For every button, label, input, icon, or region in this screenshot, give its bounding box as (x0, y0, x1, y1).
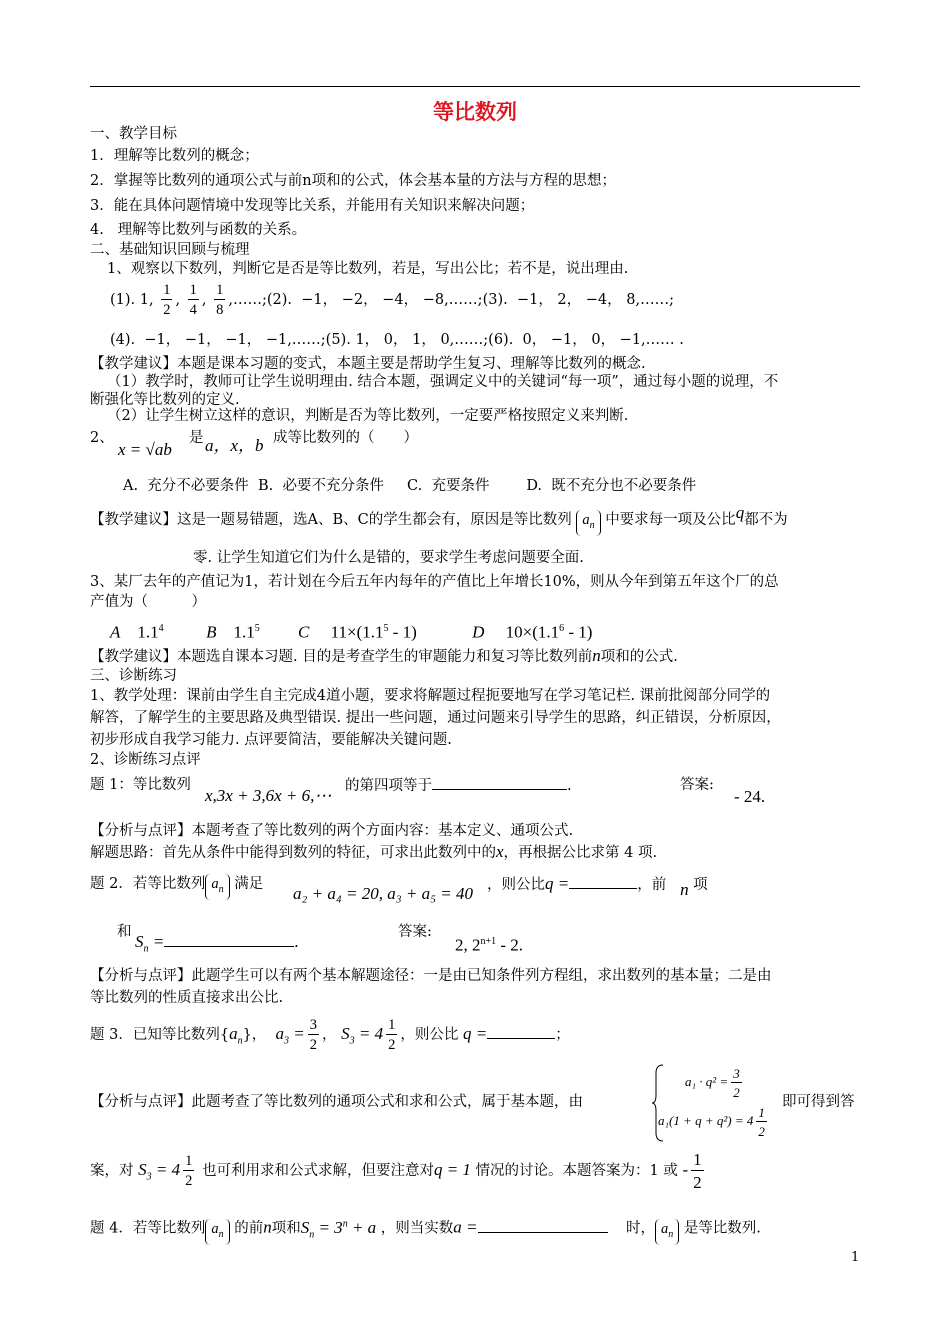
exercise-1-answer-label: 答案: (680, 777, 714, 793)
page-title: 等比数列 (433, 100, 517, 124)
exercise-2-answer-label: 答案: (398, 924, 432, 940)
seq-lead: (1). 1, (110, 292, 154, 308)
teaching-tip-1c: （2）让学生树立这样的意识，判断是否为等比数列，一定要严格按照定义来判断. (107, 408, 629, 424)
teaching-tip-1a: （1）教学时，教师可让学生说明理由. 结合本题，强调定义中的关键词“每一项”，通过每小题的说理，不 (107, 374, 779, 390)
sequence-an: $a_n$ (655, 1219, 679, 1245)
teaching-tip-3: 【教学建议】本题选自课本习题. 目的是考查学生的审题能力和复习等比数列前n项和的公式. (90, 646, 678, 665)
comment-3-continued: 案，对 $S_3 = 4$ $\frac{1}{2}$ 也可利用求和公式求解，但要注意对q = 1 情况的讨论。本题答案为：1 或 - $\frac{1}{2}$ (90, 1150, 702, 1192)
exercise-1-question: 的第四项等于 . (345, 775, 572, 796)
question-3-line1: 3、某厂去年的产值记为1，若计划在今后五年内每年的产值比上年增长10%，则从今年到第五年这个厂的总 (90, 574, 779, 590)
page-number: 1 (851, 1250, 860, 1265)
goal-3: 3．能在具体问题情境中发现等比关系，并能用有关知识来解决问题； (90, 198, 535, 214)
diagnostic-review-heading: 2、诊断练习点评 (90, 752, 201, 768)
comment-2-line2: 等比数列的性质直接求出公比. (90, 990, 284, 1006)
exercise-2-condition: a₂ + a₄ = 20, a₃ + a₅ = 40 (293, 884, 474, 903)
answer-blank (164, 932, 294, 947)
goal-4: 4. 理解等比数列与函数的关系。 (90, 222, 307, 238)
fraction-half: $\frac{1}{2}$ (163, 281, 171, 318)
goal-2: 2．掌握等比数列的通项公式与前n项和的公式，体会基本量的方法与方程的思想； (90, 173, 617, 189)
exercise-1: 题 1：等比数列 (90, 777, 191, 793)
question-2-number: 2、 (90, 430, 114, 446)
fraction-eighth: $\frac{1}{8}$ (216, 281, 224, 318)
equation-1: a₁ · q² = $\frac{3}{2}$ (685, 1066, 740, 1101)
answer-blank (432, 775, 567, 790)
comment-3-tail: 即可得到答 (782, 1094, 855, 1110)
question-2-vars: a，x，b (205, 436, 264, 455)
answer-blank (478, 1218, 608, 1233)
goal-1: 1．理解等比数列的概念； (90, 148, 259, 164)
exercise-3: 题 3．已知等比数列$\{a_n\}$， $a_3$ = $\frac{3}{2}$ ， $S_3 = 4$ $\frac{1}{2}$ ，则公比 q = ； (90, 1016, 570, 1053)
comment-1: 【分析与点评】本题考查了等比数列的两个方面内容：基本定义、通项公式. (90, 823, 574, 839)
question-3-options: A $1.1^4$ B $1.1^5$ C $11\times(1.1^5 - 1)$ D $10\times(1.1^6 - 1)$ (110, 622, 593, 642)
exercise-2: 题 2．若等比数列 $a_n$ 满足 (90, 874, 263, 900)
header-rule (90, 86, 860, 87)
question-1-sequences-b: (4). −1， −1， −1， −1,……;(5). 1， 0， 1， 0,……;(6). 0， −1， 0， −1,…… . (110, 332, 684, 348)
question-2-shi: 是 (189, 430, 204, 446)
comment-2-line1: 【分析与点评】此题学生可以有两个基本解题途径：一是由已知条件列方程组，求出数列的基本量；二是由 (90, 968, 772, 984)
fraction-quarter: $\frac{1}{4}$ (189, 281, 197, 318)
process-line-3: 初步形成自我学习能力. 点评要简洁，要能解决关键问题. (90, 732, 452, 748)
seq-tail: ,……;(2). −1， −2， −4， −8,……;(3). −1， 2， −4， 8,……; (228, 292, 674, 308)
answer-blank (487, 1024, 555, 1039)
comment-1-approach: 解题思路：首先从条件中能得到数列的特征，可求出此数列中的x，再根据公比求第 4 项. (90, 842, 658, 861)
exercise-2-ratio: ，则公比q = ，前 n 项 (487, 874, 708, 899)
comment-3: 【分析与点评】此题考查了等比数列的通项公式和求和公式，属于基本题，由 (90, 1094, 583, 1110)
process-line-2: 解答，了解学生的主要思路及典型错误. 提出一些问题，通过问题来引导学生的思路，纠正错误，分析原因， (90, 710, 781, 726)
teaching-tip-2a: 【教学建议】这是一题易错题，选A、B、C的学生都会有，原因是等比数列 $a_n$ 中要求每一项及公比q都不为 (90, 503, 788, 536)
equation-2: a₁(1 + q + q²) = 4 $\frac{1}{2}$ (658, 1105, 765, 1140)
exercise-1-answer: - 24. (734, 787, 766, 806)
teaching-tip-1b: 断强化等比数列的定义. (90, 392, 240, 408)
exercise-2-sum: 和 (117, 924, 132, 940)
equation-system (651, 1063, 781, 1143)
question-1: 1、观察以下数列，判断它是否是等比数列，若是，写出公比；若不是，说出理由. (107, 261, 629, 277)
section-heading-review: 二、基础知识回顾与梳理 (90, 242, 250, 258)
question-2-tail: 成等比数列的（ ） (273, 430, 418, 446)
sequence-an: $a_n$ (205, 874, 229, 900)
section-heading-diagnostic: 三、诊断练习 (90, 668, 177, 684)
answer-blank (569, 874, 637, 889)
sequence-an: $a_n$ (205, 1219, 229, 1245)
section-heading-goals: 一、教学目标 (90, 126, 177, 142)
teaching-tip-2b: 零. 让学生知道它们为什么是错的，要求学生考虑问题要全面. (193, 550, 584, 566)
exercise-2-answer: 2, $2^{n+1} - 2$. (455, 935, 524, 955)
sequence-an: $a_n$ (576, 510, 600, 536)
exercise-4: 题 4．若等比数列 $a_n$ 的前n项和$S_n = 3^n + a$ ，则当实数a = 时， $a_n$ 是等比数列. (90, 1214, 761, 1245)
question-1-sequences-a: (1). 1, $\frac{1}{2}$ , $\frac{1}{4}$ , $\frac{1}{8}$ ,……;(2). −1， −2， −4， −8,……;(3). −1， 2， −4， 8,……; (110, 281, 674, 318)
exercise-2-sum-expr: $S_n$ = . (135, 932, 299, 955)
question-2-options: A. 充分不必要条件 B. 必要不充分条件 C. 充要条件 D. 既不充分也不必要条件 (123, 478, 697, 494)
process-line-1: 1、教学处理：课前由学生自主完成4道小题，要求将解题过程扼要地写在学习笔记栏. 课前批阅部分同学的 (90, 688, 771, 704)
exercise-1-sequence: x,3x + 3,6x + 6,⋯ (205, 786, 332, 805)
teaching-tip-1: 【教学建议】本题是课本习题的变式，本题主要是帮助学生复习、理解等比数列的概念. (90, 356, 646, 372)
question-3-line2: 产值为（ ） (90, 594, 206, 610)
question-2-expression: x = √ab (118, 440, 172, 459)
